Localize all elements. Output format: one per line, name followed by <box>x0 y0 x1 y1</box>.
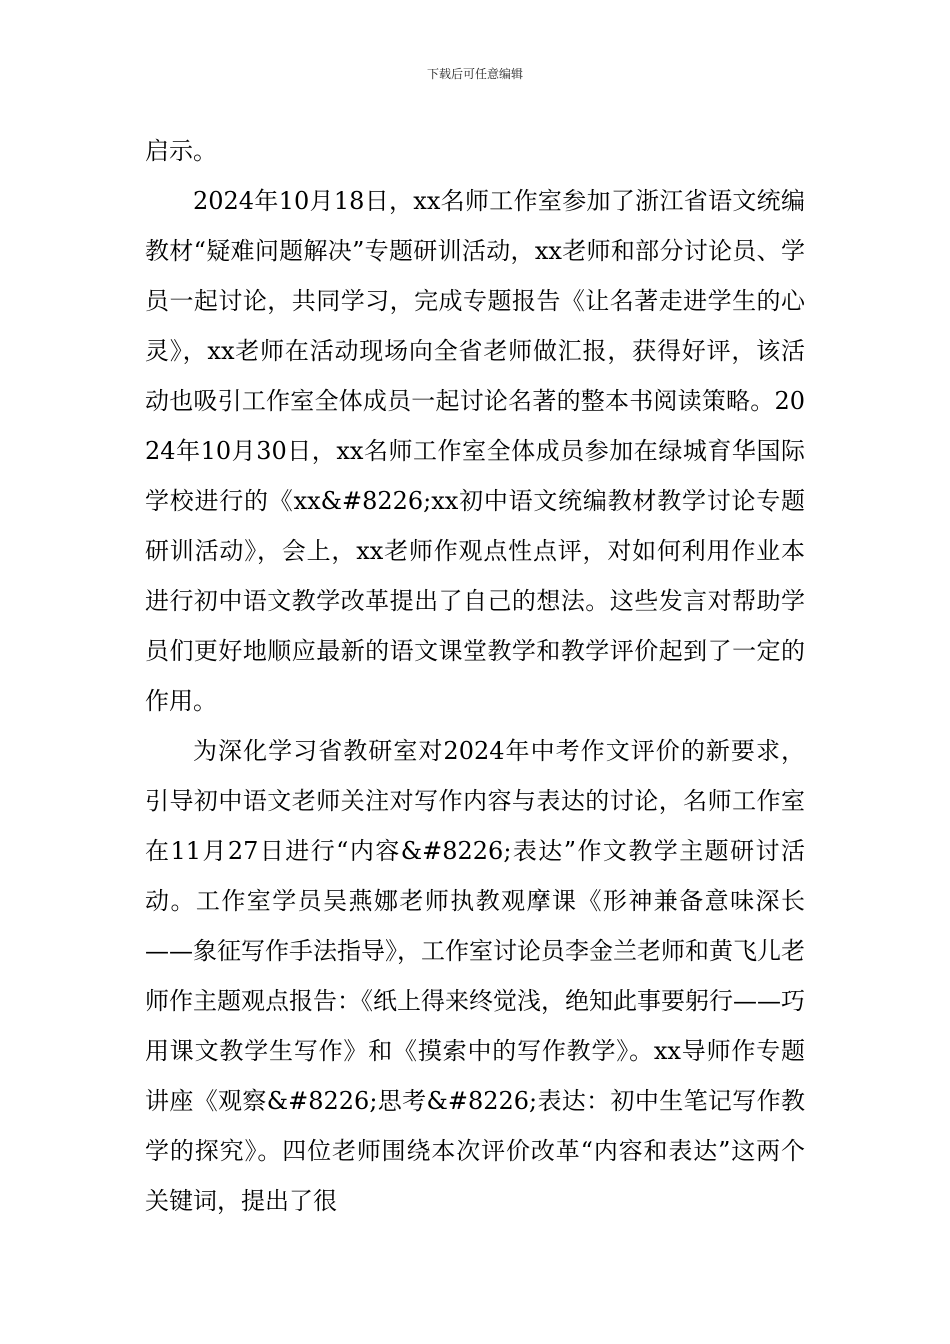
document-body <box>145 126 805 1226</box>
paragraph-2: 2024年10月18日，xx名师工作室参加了浙江省语文统编教材“疑难问题解决”专题研训活动，xx老师和部分讨论员、学员一起讨论，共同学习，完成专题报告《让名著走进学生的心灵》，xx老师在活动现场向全省老师做汇报，获得好评，该活动也吸引工作室全体成员一起讨论名著的整本书阅读策略。2024年10月30日，xx名师工作室全体成员参加在绿城育华国际学校进行的《xx&#8226;xx初中语文统编教材教学讨论专题研训活动》，会上，xx老师作观点性点评，对如何利用作业本进行初中语文教学改革提出了自己的想法。这些发言对帮助学员们更好地顺应最新的语文课堂教学和教学评价起到了一定的作用。 <box>145 187 805 715</box>
paragraph-3: 为深化学习省教研室对2024年中考作文评价的新要求，引导初中语文老师关注对写作内容与表达的讨论，名师工作室在11月27日进行“内容&#8226;表达”作文教学主题研讨活动。工作室学员吴燕娜老师执教观摩课《形神兼备意味深长——象征写作手法指导》，工作室讨论员李金兰老师和黄飞儿老师作主题观点报告：《纸上得来终觉浅，绝知此事要躬行——巧用课文教学生写作》和《摸索中的写作教学》。xx导师作专题讲座《观察&#8226;思考&#8226;表达：初中生笔记写作教学的探究》。四位老师围绕本次评价改革“内容和表达”这两个关键词，提出了很 <box>145 737 805 1215</box>
paragraph-1: 启示。 <box>145 137 217 165</box>
page-header: 下载后可任意编辑 <box>426 67 523 81</box>
